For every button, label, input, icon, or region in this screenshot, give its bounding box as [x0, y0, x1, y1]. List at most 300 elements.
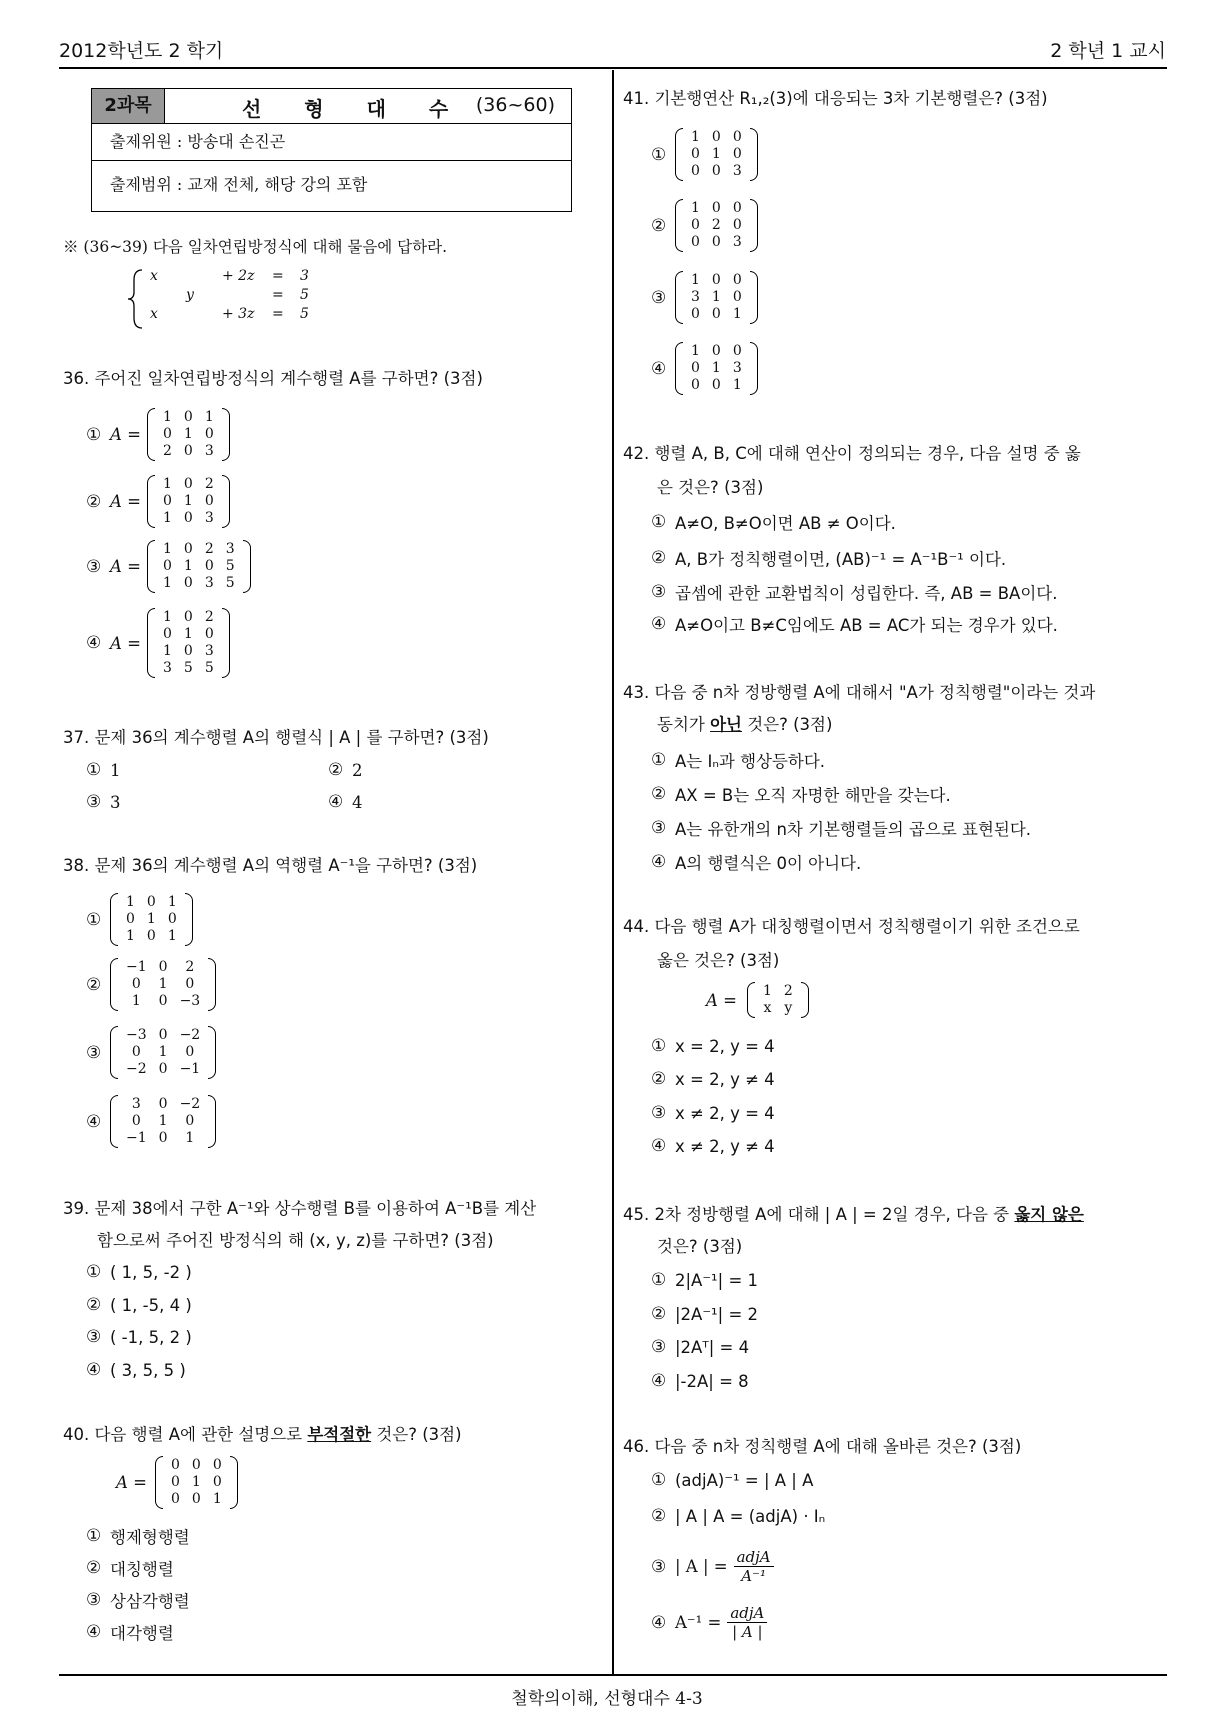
matrix-row	[165, 1457, 228, 1474]
option-number: ②	[651, 1069, 667, 1089]
q44-option-4[interactable]	[651, 1136, 775, 1156]
matrix-cell: 0	[711, 272, 721, 288]
matrix-row	[157, 541, 241, 558]
matrix-body	[157, 476, 220, 527]
matrix-cell: 3	[732, 234, 742, 250]
option-text: x ≠ 2, y ≠ 4	[675, 1136, 775, 1156]
q37-option-4[interactable]	[328, 792, 363, 812]
matrix-left-bracket	[110, 958, 118, 1011]
matrix-left-bracket	[675, 199, 683, 252]
option-number: ③	[651, 582, 667, 602]
q45-option-2[interactable]	[651, 1304, 758, 1324]
matrix-prefix: A =	[110, 557, 141, 576]
matrix-cell: 3	[691, 289, 700, 305]
q37-option-2[interactable]	[328, 760, 363, 780]
matrix-cell: y	[784, 1000, 793, 1016]
matrix-cell: 1	[158, 1113, 168, 1129]
matrix	[675, 271, 758, 324]
matrix-body	[120, 894, 183, 945]
matrix-cell: 0	[204, 626, 214, 642]
matrix-row	[120, 1027, 206, 1044]
q45-stem-line2: 것은? (3점)	[657, 1237, 743, 1256]
matrix-row	[120, 894, 183, 911]
option-number: ②	[86, 974, 102, 995]
q46-stem: 46. 다음 중 n차 정칙행렬 A에 대해 올바른 것은? (3점)	[623, 1437, 1022, 1456]
option-text: ( 1, 5, -2 )	[110, 1262, 192, 1282]
equation-term: x	[150, 305, 158, 322]
q43-stem-line2	[657, 714, 832, 736]
q37-option-3[interactable]	[86, 792, 121, 812]
q40-option-4[interactable]	[86, 1620, 174, 1644]
matrix-cell: 0	[732, 200, 742, 216]
matrix-cell: 0	[163, 626, 172, 642]
matrix-cell: 0	[711, 129, 721, 145]
matrix-cell: 3	[204, 510, 214, 526]
option-text: ( -1, 5, 2 )	[110, 1327, 192, 1347]
matrix-cell: 0	[167, 911, 177, 927]
matrix-cell: −2	[179, 1027, 201, 1043]
matrix	[147, 608, 230, 678]
option-text: A≠O, B≠O이면 AB ≠ O이다.	[675, 514, 896, 533]
matrix-cell: 0	[163, 493, 172, 509]
q40-matrix	[116, 1456, 238, 1509]
matrix-cell: 0	[183, 541, 193, 557]
option-number: ③	[651, 818, 667, 838]
option-number: ①	[651, 1470, 667, 1490]
matrix-cell: 1	[163, 541, 172, 557]
q40-option-3[interactable]	[86, 1588, 190, 1612]
matrix-cell: 1	[732, 377, 742, 393]
matrix-cell: 1	[212, 1491, 222, 1507]
matrix-cell: −2	[179, 1096, 201, 1112]
equation-term: =	[272, 305, 284, 322]
option-text: 대각행렬	[110, 1624, 174, 1643]
q45-option-4[interactable]	[651, 1371, 749, 1391]
matrix-cell: x	[763, 1000, 772, 1016]
matrix-cell: 1	[691, 272, 700, 288]
q46-option-1[interactable]	[651, 1470, 813, 1490]
q45-option-3[interactable]	[651, 1337, 749, 1357]
option-number: ②	[328, 760, 344, 780]
q44-option-1[interactable]	[651, 1036, 775, 1056]
option-number: ③	[86, 1327, 102, 1347]
q41-option-3[interactable]	[651, 271, 758, 324]
equation-term: =	[272, 267, 284, 284]
subject-box	[91, 88, 572, 212]
q43-option-1[interactable]	[651, 748, 825, 772]
equation-row	[150, 304, 320, 323]
matrix-cell: 1	[691, 129, 700, 145]
matrix-right-bracket	[750, 128, 758, 181]
equation-row	[150, 266, 320, 285]
fraction-numerator: adjA	[727, 1604, 767, 1623]
option-text: |2A⁻¹| = 2	[675, 1304, 759, 1324]
matrix-body	[685, 272, 748, 323]
subject-scope: 출제범위 : 교재 전체, 해당 강의 포함	[110, 175, 368, 194]
matrix-cell: −1	[126, 959, 147, 975]
matrix-cell: 0	[183, 443, 193, 459]
fraction-lhs: | A | =	[675, 1557, 728, 1576]
matrix-row	[157, 493, 220, 510]
q44-stem-line2: 옳은 것은? (3점)	[657, 951, 780, 970]
q39-option-3[interactable]	[86, 1327, 192, 1347]
matrix-cell: −1	[126, 1130, 147, 1146]
subject-title: 선 형 대 수	[242, 97, 467, 121]
matrix-row	[157, 558, 241, 575]
matrix-cell: 5	[225, 558, 235, 574]
option-number: ②	[651, 784, 667, 804]
matrix-cell: 1	[163, 609, 172, 625]
q40-stem-b: 것은? (3점)	[371, 1425, 462, 1444]
q41-stem: 41. 기본행연산 R₁,₂(3)에 대응되는 3차 기본행렬은? (3점)	[623, 89, 1048, 108]
option-number: ④	[86, 1622, 102, 1642]
matrix-cell: 0	[183, 476, 193, 492]
matrix-cell: 0	[183, 510, 193, 526]
equation-term	[222, 285, 272, 304]
matrix-prefix: A =	[110, 425, 141, 444]
matrix-row	[157, 426, 220, 443]
matrix-cell: 3	[131, 1096, 141, 1112]
matrix-cell: 0	[212, 1474, 222, 1490]
option-number: ②	[651, 1304, 667, 1324]
matrix-cell: 0	[171, 1491, 180, 1507]
q38-option-3[interactable]	[86, 1026, 216, 1079]
matrix-cell: 3	[732, 163, 742, 179]
matrix-cell: 0	[158, 1027, 168, 1043]
matrix-cell: 0	[131, 976, 141, 992]
matrix-cell: 0	[185, 1044, 195, 1060]
option-number: ④	[86, 1360, 102, 1380]
option-text: | A | A = (adjA) · Iₙ	[675, 1506, 826, 1526]
fraction-lhs: A⁻¹ =	[675, 1613, 722, 1632]
matrix-row	[120, 1113, 206, 1130]
option-number: ①	[651, 1036, 667, 1056]
option-text: 4	[352, 792, 363, 812]
matrix-cell: 0	[691, 163, 700, 179]
matrix-cell: 3	[204, 443, 214, 459]
matrix-cell: 0	[158, 993, 168, 1009]
q43-option-2[interactable]	[651, 782, 951, 806]
option-text: x = 2, y ≠ 4	[675, 1069, 775, 1089]
matrix-cell: 1	[732, 306, 742, 322]
system-equations	[150, 266, 320, 323]
matrix-body	[157, 409, 220, 460]
matrix-body	[120, 1027, 206, 1078]
matrix-cell: 0	[732, 343, 742, 359]
equation-term: 5	[300, 305, 309, 322]
option-number: ③	[86, 556, 102, 577]
matrix-left-bracket	[675, 342, 683, 395]
matrix-cell: 0	[711, 343, 721, 359]
matrix-cell: 1	[167, 894, 177, 910]
q38-option-2[interactable]	[86, 958, 216, 1011]
q42-option-1[interactable]	[651, 510, 896, 534]
q42-stem-line1: 42. 행렬 A, B, C에 대해 연산이 정의되는 경우, 다음 설명 중 옳	[623, 444, 1081, 463]
matrix-right-bracket	[222, 475, 230, 528]
equation-term	[186, 266, 222, 285]
option-number: ④	[328, 792, 344, 812]
matrix	[110, 1095, 216, 1148]
option-text: x ≠ 2, y = 4	[675, 1103, 775, 1123]
matrix-right-bracket	[222, 608, 230, 678]
q42-option-3[interactable]	[651, 580, 1057, 604]
matrix-cell: 2	[783, 983, 793, 999]
equation-term: + 3z	[222, 305, 255, 322]
matrix	[675, 199, 758, 252]
fraction	[734, 1548, 774, 1585]
matrix-row	[120, 1130, 206, 1147]
option-number: ③	[651, 1103, 667, 1123]
matrix-right-bracket	[185, 893, 193, 946]
option-text: 대칭행렬	[110, 1560, 174, 1579]
matrix-row	[120, 1096, 206, 1113]
option-number: ①	[651, 144, 667, 165]
matrix-cell: 3	[163, 660, 172, 676]
option-text: 행제형행렬	[110, 1528, 190, 1547]
matrix-cell: 1	[163, 409, 172, 425]
q43-stem-line1: 43. 다음 중 n차 정방행렬 A에 대해서 "A가 정칙행렬"이라는 것과	[623, 683, 1096, 702]
q36-option-1[interactable]	[86, 408, 230, 461]
matrix-cell: 0	[158, 1130, 168, 1146]
matrix-row	[685, 377, 748, 394]
q45-option-1[interactable]	[651, 1270, 758, 1290]
matrix-cell: 5	[204, 660, 214, 676]
matrix-cell: 1	[126, 894, 135, 910]
q41-option-1[interactable]	[651, 128, 758, 181]
matrix-cell: 1	[167, 928, 177, 944]
option-number: ③	[86, 1590, 102, 1610]
option-number: ④	[651, 1612, 667, 1633]
q39-stem-line1: 39. 문제 38에서 구한 A⁻¹와 상수행렬 B를 이용하여 A⁻¹B를 계산	[63, 1199, 537, 1218]
q44-option-3[interactable]	[651, 1103, 775, 1123]
matrix-cell: 1	[691, 343, 700, 359]
matrix-body	[757, 983, 799, 1017]
option-number: ③	[651, 287, 667, 308]
q36-stem: 36. 주어진 일차연립방정식의 계수행렬 A를 구하면? (3점)	[63, 369, 483, 388]
header-right: 2 학년 1 교시	[1050, 40, 1166, 62]
matrix-cell: 1	[163, 510, 172, 526]
q46-option-2[interactable]	[651, 1506, 825, 1526]
matrix	[147, 540, 251, 593]
matrix-cell: 0	[183, 643, 193, 659]
matrix-cell: 0	[732, 289, 742, 305]
matrix-cell: 1	[691, 200, 700, 216]
matrix-left-bracket	[675, 128, 683, 181]
option-number: ①	[651, 750, 667, 770]
q46-option-3[interactable]	[651, 1548, 774, 1585]
matrix-cell: 0	[191, 1491, 201, 1507]
q38-stem: 38. 문제 36의 계수행렬 A의 역행렬 A⁻¹을 구하면? (3점)	[63, 856, 478, 875]
q40-option-2[interactable]	[86, 1556, 174, 1580]
q39-stem-line2: 함으로써 주어진 방정식의 해 (x, y, z)를 구하면? (3점)	[97, 1231, 494, 1250]
q37-option-1[interactable]	[86, 760, 121, 780]
matrix-cell: 1	[185, 1130, 195, 1146]
q40-option-1[interactable]	[86, 1524, 190, 1548]
footer-text: 철학의이해, 선형대수 4-3	[511, 1689, 703, 1709]
matrix-prefix: A =	[116, 1473, 147, 1492]
matrix-cell: 0	[204, 493, 214, 509]
matrix-cell: 2	[185, 959, 195, 975]
matrix-body	[685, 343, 748, 394]
q41-option-4[interactable]	[651, 342, 758, 395]
matrix-prefix: A =	[110, 633, 141, 653]
q39-option-4[interactable]	[86, 1360, 186, 1380]
matrix-row	[685, 343, 748, 360]
fraction-denominator: A⁻¹	[741, 1567, 766, 1585]
q39-option-2[interactable]	[86, 1295, 192, 1315]
matrix-cell: 1	[163, 643, 172, 659]
matrix-row	[685, 129, 748, 146]
option-number: ③	[651, 1337, 667, 1357]
q43-option-4[interactable]	[651, 850, 861, 874]
q38-option-4[interactable]	[86, 1095, 216, 1148]
q43-option-3[interactable]	[651, 816, 1031, 840]
matrix-cell: 0	[183, 575, 193, 591]
matrix-right-bracket	[243, 540, 251, 593]
matrix-cell: 1	[763, 983, 772, 999]
matrix-row	[685, 306, 748, 323]
matrix-row	[685, 360, 748, 377]
matrix-row	[157, 476, 220, 493]
matrix-row	[685, 200, 748, 217]
fraction-numerator: adjA	[734, 1548, 774, 1567]
matrix-row	[120, 1044, 206, 1061]
matrix-cell: 1	[163, 476, 172, 492]
q44-option-2[interactable]	[651, 1069, 775, 1089]
matrix-cell: −3	[126, 1027, 147, 1043]
q36-option-2[interactable]	[86, 475, 230, 528]
matrix-cell: 1	[163, 575, 172, 591]
option-number: ①	[86, 760, 102, 780]
matrix	[675, 128, 758, 181]
matrix-cell: 1	[183, 626, 193, 642]
matrix-row	[685, 234, 748, 251]
matrix	[155, 1456, 238, 1509]
matrix-cell: 0	[146, 894, 156, 910]
header-rule	[59, 67, 1167, 69]
q36-option-3[interactable]	[86, 540, 251, 593]
matrix-left-bracket	[147, 475, 155, 528]
matrix-cell: 2	[204, 541, 214, 557]
matrix-cell: 0	[691, 234, 700, 250]
equation-term: 3	[300, 267, 309, 284]
option-text: A는 유한개의 n차 기본행렬들의 곱으로 표현된다.	[675, 820, 1032, 839]
matrix-cell: 2	[711, 217, 721, 233]
option-text: 2|A⁻¹| = 1	[675, 1270, 759, 1290]
matrix-cell: 0	[204, 426, 214, 442]
matrix-cell: 0	[204, 558, 214, 574]
option-number: ①	[86, 1262, 102, 1282]
option-number: ①	[86, 1526, 102, 1546]
equation-term	[150, 285, 186, 304]
matrix-left-bracket	[675, 271, 683, 324]
q40-stem	[63, 1424, 462, 1446]
matrix-row	[120, 911, 183, 928]
option-number: ④	[651, 852, 667, 872]
option-number: ②	[86, 1558, 102, 1578]
matrix-cell: 0	[185, 1113, 195, 1129]
matrix-row	[165, 1491, 228, 1508]
intro-text: ※ (36~39) 다음 일차연립방정식에 대해 물음에 답하라.	[63, 238, 448, 256]
matrix-cell: 1	[711, 289, 721, 305]
q43-stem-emphasis: 아닌	[710, 715, 742, 734]
option-number: ③	[86, 792, 102, 812]
matrix-left-bracket	[147, 540, 155, 593]
matrix-cell: 0	[732, 272, 742, 288]
q41-option-2[interactable]	[651, 199, 758, 252]
option-text: ( 3, 5, 5 )	[110, 1360, 186, 1380]
q46-option-4[interactable]	[651, 1604, 767, 1641]
matrix-left-bracket	[110, 1026, 118, 1079]
option-text: |-2A| = 8	[675, 1371, 749, 1391]
matrix-cell: 0	[711, 200, 721, 216]
option-text: AX = B는 오직 자명한 해만을 갖는다.	[675, 786, 951, 805]
matrix-cell: 0	[171, 1457, 180, 1473]
q42-option-2[interactable]	[651, 546, 1006, 570]
matrix-cell: −2	[126, 1061, 147, 1077]
matrix-right-bracket	[208, 1095, 216, 1148]
q39-option-1[interactable]	[86, 1262, 192, 1282]
q37-stem: 37. 문제 36의 계수행렬 A의 행렬식 | A | 를 구하면? (3점)	[63, 728, 489, 747]
q36-option-4[interactable]	[86, 608, 230, 678]
matrix-prefix: A =	[110, 492, 141, 511]
matrix	[675, 342, 758, 395]
matrix-row	[120, 976, 206, 993]
matrix-body	[157, 541, 241, 592]
q42-option-4[interactable]	[651, 612, 1058, 636]
matrix-right-bracket	[750, 271, 758, 324]
option-text: A는 Iₙ과 행상등하다.	[675, 752, 826, 771]
matrix-row	[165, 1474, 228, 1491]
matrix-right-bracket	[801, 982, 809, 1018]
matrix-left-bracket	[110, 893, 118, 946]
equation-term: x	[150, 267, 158, 284]
equation-row	[150, 285, 320, 304]
matrix-row	[757, 983, 799, 1000]
matrix-cell: 0	[183, 409, 193, 425]
option-number: ④	[651, 1136, 667, 1156]
option-number: ③	[86, 1042, 102, 1063]
matrix-cell: 0	[158, 1096, 168, 1112]
option-number: ④	[651, 614, 667, 634]
matrix-cell: 0	[131, 1113, 141, 1129]
matrix-cell: 1	[158, 976, 168, 992]
matrix-cell: 0	[732, 129, 742, 145]
matrix-row	[157, 660, 220, 677]
matrix-right-bracket	[230, 1456, 238, 1509]
option-number: ②	[651, 1506, 667, 1526]
matrix-cell: 0	[711, 234, 721, 250]
q45-stem-emphasis: 옳지 않은	[1014, 1205, 1084, 1224]
option-number: ①	[86, 424, 102, 445]
q38-option-1[interactable]	[86, 893, 193, 946]
matrix-cell: 2	[204, 609, 214, 625]
matrix-row	[157, 409, 220, 426]
matrix-cell: 0	[691, 377, 700, 393]
matrix-cell: 1	[204, 409, 214, 425]
fraction	[727, 1604, 767, 1641]
matrix-cell: 0	[183, 609, 193, 625]
equation-term: y	[186, 286, 194, 303]
matrix-right-bracket	[208, 1026, 216, 1079]
matrix-cell: 0	[158, 959, 168, 975]
matrix-row	[157, 575, 241, 592]
equation-term: =	[272, 286, 284, 303]
matrix-cell: 2	[163, 443, 172, 459]
matrix-row	[685, 217, 748, 234]
matrix-row	[157, 510, 220, 527]
matrix-cell: 0	[711, 306, 721, 322]
